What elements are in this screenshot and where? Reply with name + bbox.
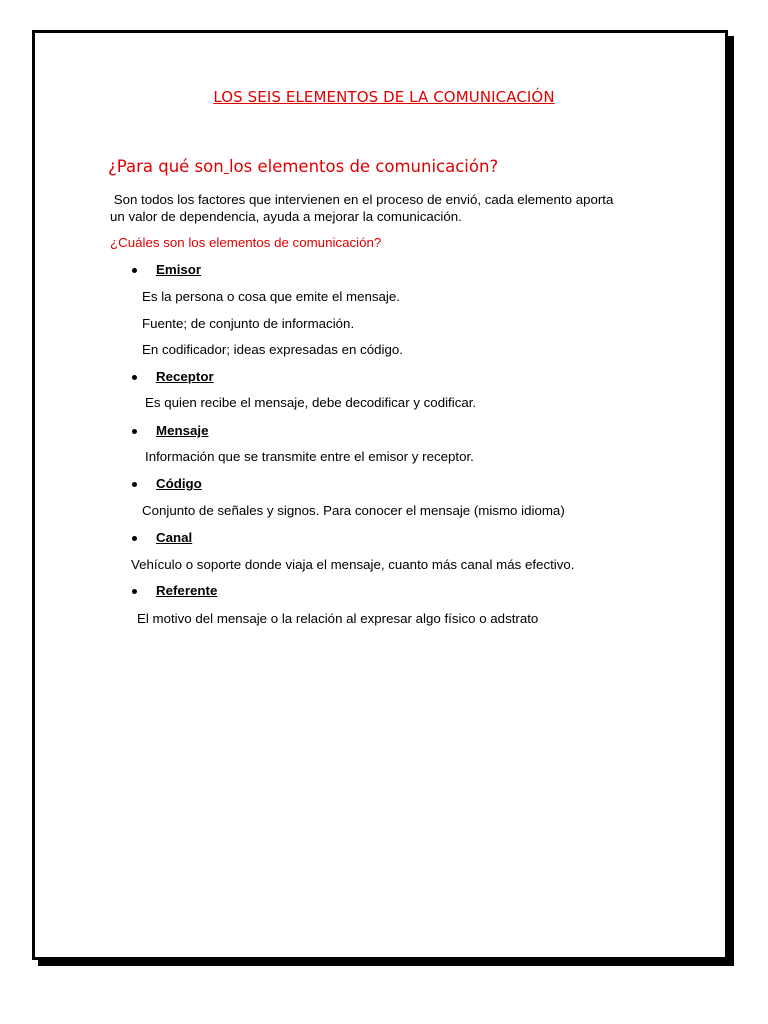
- desc-canal-1: Vehículo o soporte donde viaja el mensaje, cuanto más canal más efectivo.: [131, 557, 575, 572]
- question-part-1: Para qué son: [116, 157, 224, 176]
- bullet-icon: [132, 375, 140, 383]
- desc-receptor-1: Es quien recibe el mensaje, debe decodificar y codificar.: [145, 395, 477, 410]
- desc-codigo-1: Conjunto de señales y signos. Para conocer el mensaje (mismo idioma): [142, 503, 565, 518]
- question-heading: [108, 157, 498, 176]
- intro-line-2: un valor de dependencia, ayuda a mejorar la comunicación.: [110, 208, 462, 224]
- subquestion: ¿Cuáles son los elementos de comunicación?: [110, 235, 382, 250]
- term-mensaje: Mensaje: [156, 423, 209, 438]
- bullet-icon: [132, 482, 140, 490]
- question-mark: ¿: [108, 157, 117, 176]
- question-part-2: los elementos de comunicación?: [228, 157, 499, 176]
- intro-paragraph: [110, 192, 670, 225]
- desc-emisor-2: Fuente; de conjunto de información.: [142, 316, 355, 331]
- desc-emisor-1: Es la persona o cosa que emite el mensaje.: [142, 289, 400, 304]
- term-canal: Canal: [156, 530, 193, 545]
- desc-mensaje-1: Información que se transmite entre el emisor y receptor.: [145, 449, 474, 464]
- document-title: LOS SEIS ELEMENTOS DE LA COMUNICACIÓN: [213, 88, 555, 106]
- term-receptor: Receptor: [156, 369, 214, 384]
- bullet-icon: [132, 429, 140, 437]
- term-emisor: Emisor: [156, 262, 202, 277]
- bullet-icon: [132, 536, 140, 544]
- intro-line-1: Son todos los factores que intervienen en el proceso de envió, cada elemento aporta: [110, 192, 614, 207]
- term-codigo: Código: [156, 476, 202, 491]
- bullet-icon: [132, 589, 140, 597]
- bullet-icon: [132, 268, 140, 276]
- desc-referente-1: El motivo del mensaje o la relación al expresar algo físico o adstrato: [137, 611, 539, 626]
- desc-emisor-3: En codificador; ideas expresadas en código.: [142, 342, 403, 357]
- term-referente: Referente: [156, 583, 218, 598]
